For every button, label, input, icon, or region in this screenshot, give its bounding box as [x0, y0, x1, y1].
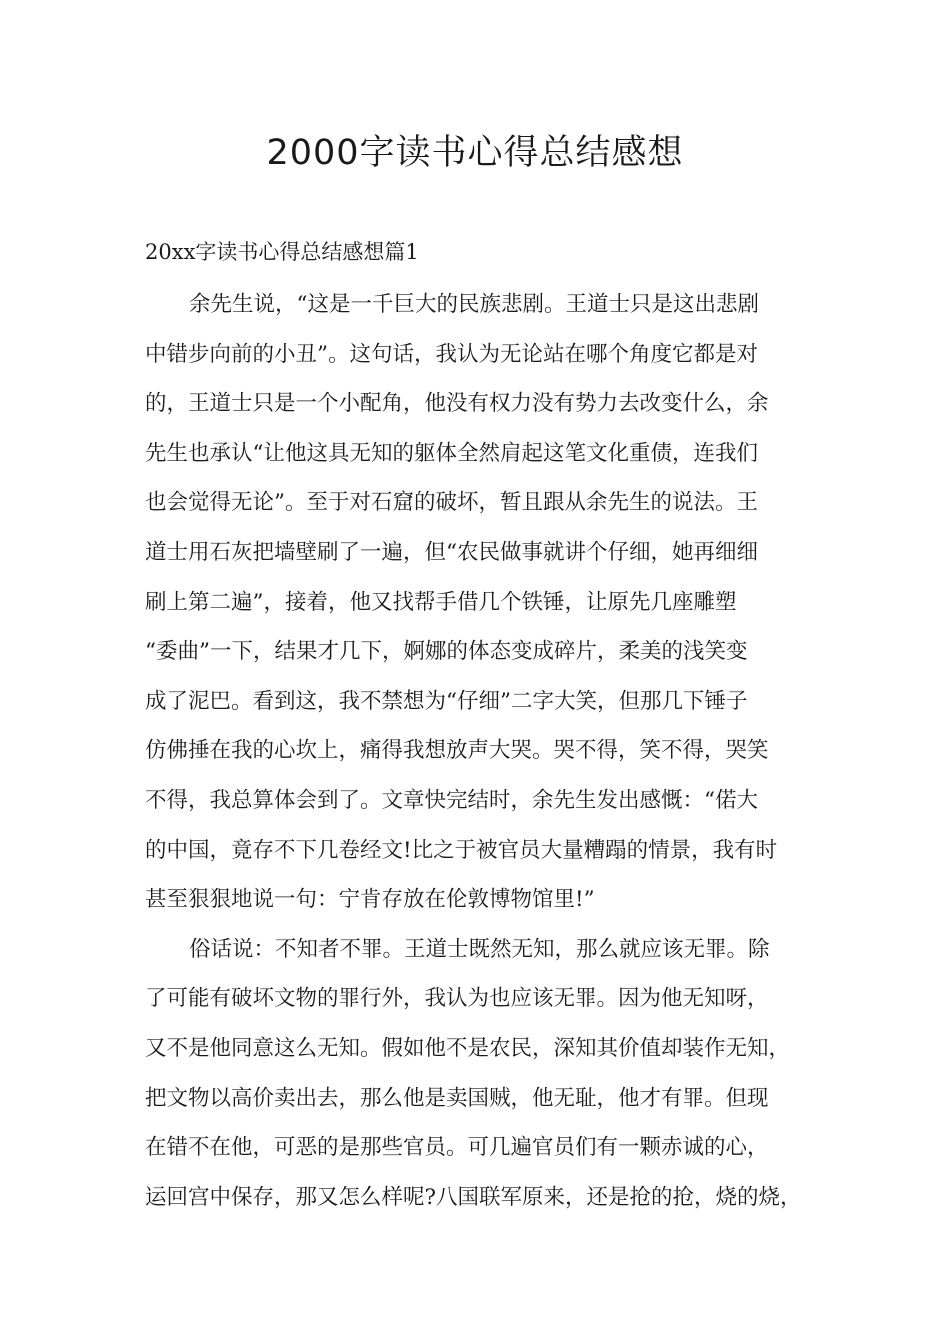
paragraph-line: 俗话说：不知者不罪。王道士既然无知，那么就应该无罪。除 — [189, 936, 770, 962]
paragraph — [145, 280, 825, 925]
document-body — [145, 280, 825, 1222]
paragraph-line: 在错不在他，可恶的是那些官员。可几遍官员们有一颗赤诚的心， — [145, 1135, 769, 1161]
paragraph-line: 先生也承认“让他这具无知的躯体全然肩起这笔文化重债，连我们 — [145, 440, 758, 466]
section-heading: 20xx字读书心得总结感想篇1 — [145, 240, 419, 264]
paragraph — [145, 925, 825, 1223]
paragraph-line: 运回宫中保存，那又怎么样呢?八国联军原来，还是抢的抢，烧的烧， — [145, 1184, 802, 1210]
paragraph-line: 刷上第二遍”，接着，他又找帮手借几个铁锤，让原先几座雕塑 — [145, 589, 737, 615]
paragraph-line: 成了泥巴。看到这，我不禁想为“仔细”二字大笑，但那几下锤子 — [145, 688, 748, 714]
paragraph-line: 余先生说，“这是一千巨大的民族悲剧。王道士只是这出悲剧 — [189, 292, 759, 317]
paragraph-line: 道士用石灰把墙壁刷了一遍，但“农民做事就讲个仔细，她再细细 — [145, 539, 758, 565]
paragraph-line: 的中国，竟存不下几卷经文!比之于被官员大量糟蹋的情景，我有时 — [145, 837, 778, 863]
paragraph-line: 也会觉得无论”。至于对石窟的破坏，暂且跟从余先生的说法。王 — [145, 490, 758, 516]
paragraph-line: 中错步向前的小丑”。这句话，我认为无论站在哪个角度它都是对 — [145, 341, 758, 367]
paragraph-line: 仿佛捶在我的心坎上，痛得我想放声大哭。哭不得，笑不得，哭笑 — [145, 738, 769, 764]
paragraph-line: 把文物以高价卖出去，那么他是卖国贼，他无耻，他才有罪。但现 — [145, 1085, 769, 1111]
document-title: 2000字读书心得总结感想 — [266, 133, 684, 173]
paragraph-line: 的，王道士只是一个小配角，他没有权力没有势力去改变什么，余 — [145, 391, 769, 417]
paragraph-line: 又不是他同意这么无知。假如他不是农民，深知其价值却装作无知， — [145, 1035, 791, 1061]
paragraph-line: 甚至狠狠地说一句：宁肯存放在伦敦博物馆里!” — [145, 887, 595, 913]
paragraph-line: 不得，我总算体会到了。文章快完结时，余先生发出感慨：“偌大 — [145, 787, 758, 813]
paragraph-line: “委曲”一下，结果才几下，婀娜的体态变成碎片，柔美的浅笑变 — [145, 639, 748, 665]
paragraph-line: 了可能有破坏文物的罪行外，我认为也应该无罪。因为他无知呀， — [145, 986, 769, 1012]
